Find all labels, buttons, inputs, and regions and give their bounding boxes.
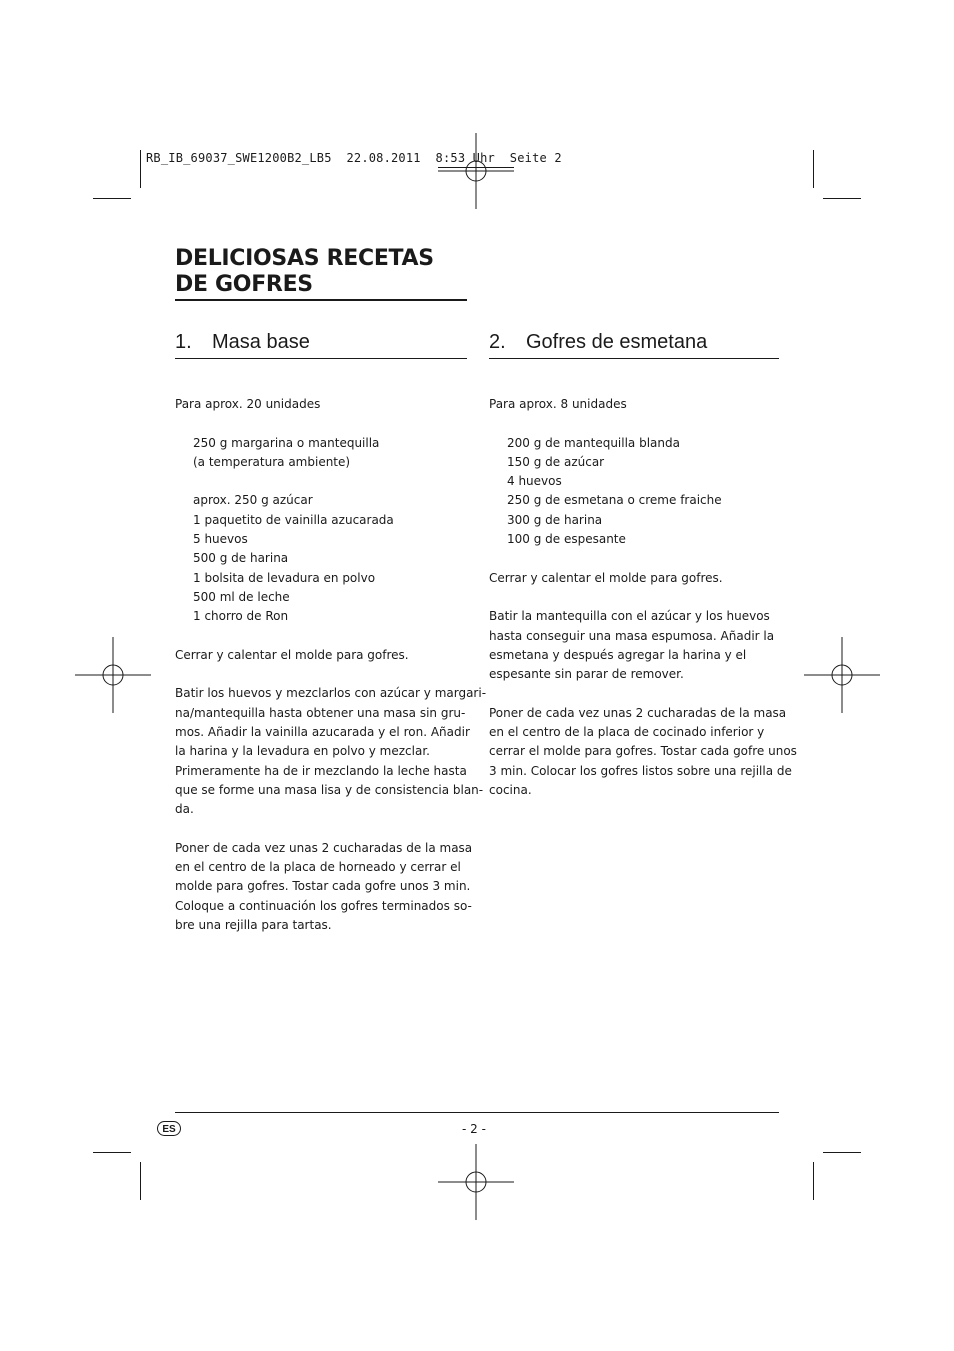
instruction-line: hasta conseguir una masa espumosa. Añadir la	[489, 628, 775, 643]
language-badge: ES	[157, 1121, 181, 1136]
crop-mark	[823, 1152, 861, 1153]
section-2-number: 2.	[489, 331, 506, 353]
instruction-line: 3 min. Colocar los gofres listos sobre una rejilla de	[489, 763, 792, 778]
instruction-line: Coloque a continuación los gofres terminados so-	[175, 898, 472, 913]
ingredient-line: (a temperatura ambiente)	[193, 454, 351, 469]
section-1-body	[175, 395, 487, 935]
title-underline	[175, 299, 467, 301]
crop-mark	[93, 198, 131, 199]
instruction-line: mos. Añadir la vainilla azucarada y el ron. Añadir	[175, 725, 470, 740]
instruction-line: bre una rejilla para tartas.	[175, 918, 332, 933]
ingredient-line: 5 huevos	[193, 532, 248, 547]
page-title-line-1: DELICIOSAS RECETAS	[175, 246, 434, 271]
section-1-heading	[175, 331, 310, 354]
crop-mark	[813, 150, 814, 188]
section-2-body	[489, 395, 797, 800]
instruction-line: na/mantequilla hasta obtener una masa sin gru-	[175, 705, 466, 720]
ingredient-line: aprox. 250 g azúcar	[193, 493, 313, 508]
instruction-line: cocina.	[489, 782, 532, 797]
registration-mark-icon	[75, 637, 151, 713]
ingredient-line: 1 chorro de Ron	[193, 609, 289, 624]
instruction-line: en el centro de la placa de cocinado inferior y	[489, 725, 765, 740]
registration-mark-icon	[438, 1144, 514, 1220]
registration-mark-icon	[804, 637, 880, 713]
registration-mark-icon	[438, 133, 514, 209]
print-slug: RB_IB_69037_SWE1200B2_LB5 22.08.2011 8:53 Uhr Seite 2	[146, 151, 562, 165]
section-2-title: Gofres de esmetana	[526, 331, 708, 353]
section-1-number: 1.	[175, 331, 192, 353]
instruction-line: da.	[175, 802, 194, 817]
page-title	[175, 246, 467, 298]
ingredient-line: 200 g de mantequilla blanda	[507, 435, 680, 450]
footer-rule	[175, 1112, 779, 1113]
ingredient-line: 500 ml de leche	[193, 589, 290, 604]
instruction-line: esmetana y después agregar la harina y el	[489, 647, 747, 662]
servings-text: Para aprox. 8 unidades	[489, 397, 627, 411]
instruction-line: Cerrar y calentar el molde para gofres.	[175, 647, 409, 662]
section-2-heading	[489, 331, 707, 354]
section-2-underline	[489, 358, 779, 359]
instruction-line: Batir los huevos y mezclarlos con azúcar y margari-	[175, 686, 487, 701]
ingredient-line: 250 g de esmetana o creme fraiche	[507, 493, 722, 508]
crop-mark	[823, 198, 861, 199]
ingredient-line: 1 bolsita de levadura en polvo	[193, 570, 376, 585]
page-title-line-2: DE GOFRES	[175, 272, 313, 297]
crop-mark	[140, 150, 141, 188]
ingredient-line: 4 huevos	[507, 474, 562, 489]
crop-mark	[813, 1162, 814, 1200]
crop-mark	[93, 1152, 131, 1153]
ingredient-line: 150 g de azúcar	[507, 454, 605, 469]
instruction-line: espesante sin parar de remover.	[489, 667, 684, 682]
ingredient-line: 100 g de espesante	[507, 532, 626, 547]
instruction-line: Poner de cada vez unas 2 cucharadas de la masa	[175, 840, 473, 855]
ingredient-line: 250 g margarina o mantequilla	[193, 435, 380, 450]
ingredient-line: 1 paquetito de vainilla azucarada	[193, 512, 394, 527]
crop-mark	[140, 1162, 141, 1200]
instruction-line: en el centro de la placa de horneado y cerrar el	[175, 860, 461, 875]
instruction-line: Primeramente ha de ir mezclando la leche hasta	[175, 763, 467, 778]
instruction-line: que se forme una masa lisa y de consistencia blan-	[175, 782, 484, 797]
section-1-underline	[175, 358, 467, 359]
page-number: - 2 -	[462, 1122, 486, 1136]
instruction-line: cerrar el molde para gofres. Tostar cada gofre unos	[489, 744, 797, 759]
ingredient-line: 300 g de harina	[507, 512, 603, 527]
instruction-line: molde para gofres. Tostar cada gofre unos 3 min.	[175, 879, 471, 894]
instruction-line: Batir la mantequilla con el azúcar y los huevos	[489, 609, 770, 624]
servings-text: Para aprox. 20 unidades	[175, 397, 321, 411]
slug-underline	[438, 167, 514, 168]
instruction-line: la harina y la levadura en polvo y mezclar.	[175, 744, 430, 759]
ingredient-line: 500 g de harina	[193, 551, 289, 566]
section-1-title: Masa base	[212, 331, 310, 353]
instruction-line: Poner de cada vez unas 2 cucharadas de la masa	[489, 705, 787, 720]
instruction-line: Cerrar y calentar el molde para gofres.	[489, 570, 723, 585]
